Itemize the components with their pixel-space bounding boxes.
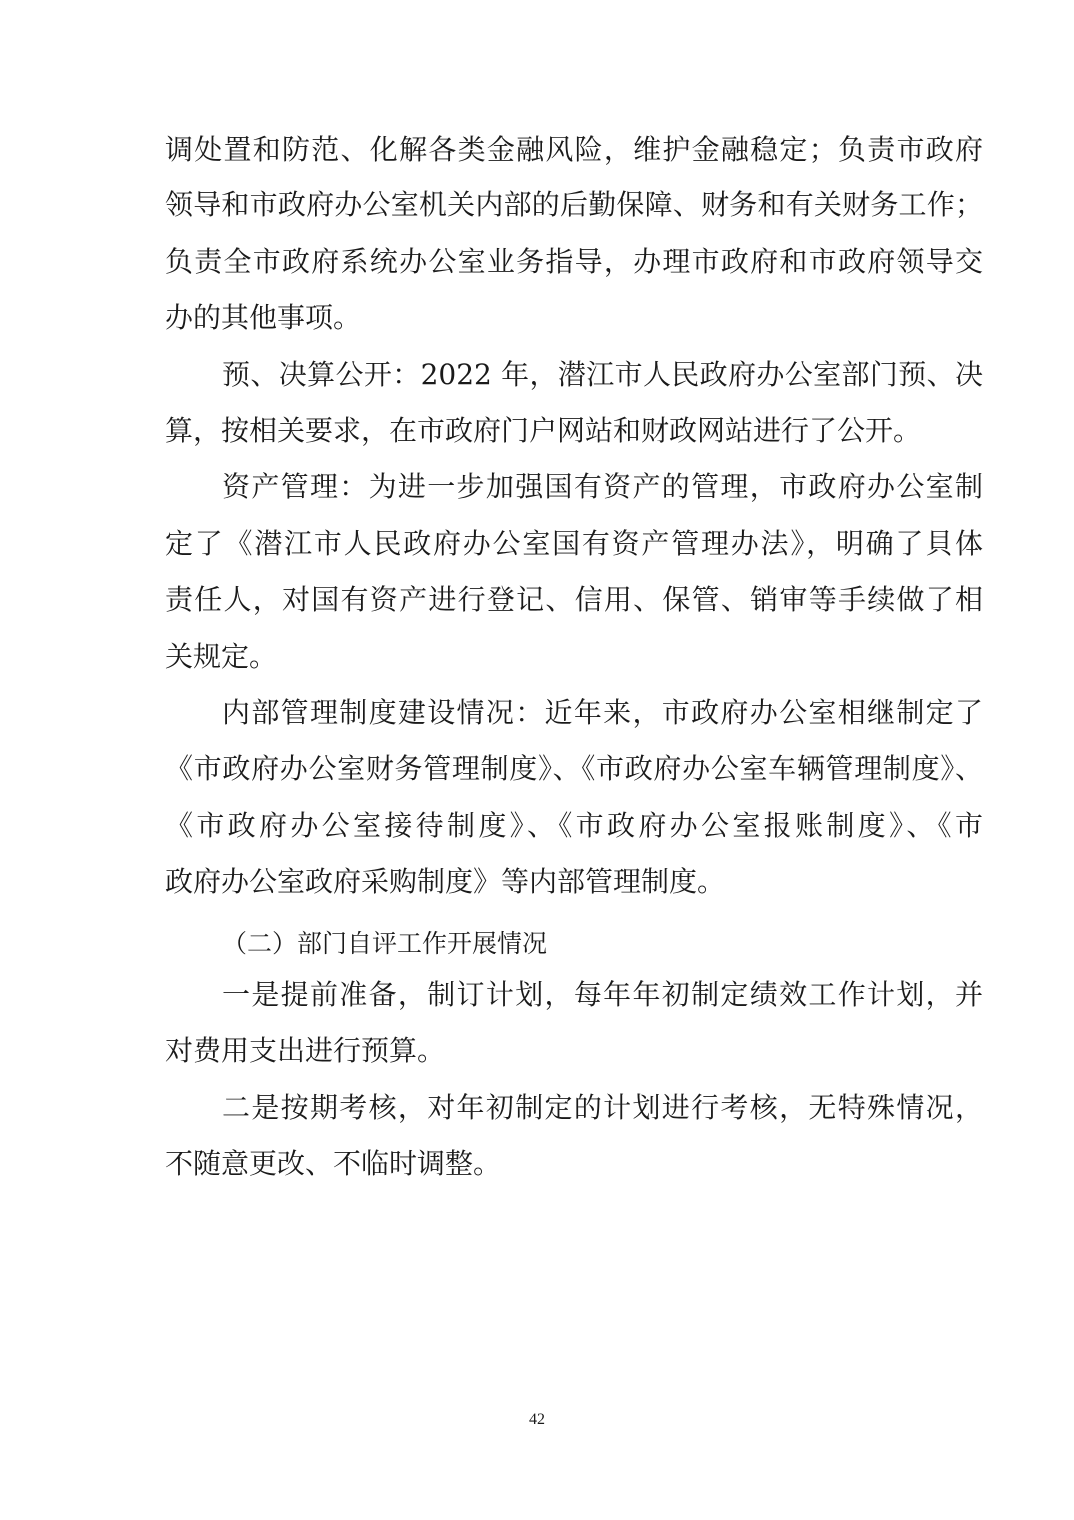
section-heading: （二）部门自评工作开展情况 (222, 929, 548, 958)
paragraph-line: 定了《潜江市人民政府办公室国有资产管理办法》，明确了貝体 (165, 527, 983, 560)
paragraph-line: 政府办公室政府采购制度》等内部管理制度。 (165, 865, 726, 898)
paragraph-line: 算，按相关要求，在市政府门户网站和财政网站进行了公开。 (165, 414, 922, 447)
paragraph-line: 调处置和防范、化解各类金融风险，维护金融稳定；负责市政府 (165, 133, 983, 166)
paragraph-line: 一是提前准备，制订计划，每年年初制定绩效工作计划，并 (222, 978, 983, 1011)
paragraph-line: 二是按期考核，对年初制定的计划进行考核，无特殊情况， (222, 1091, 983, 1124)
paragraph-line: 预、决算公开：2022 年，潜江市人民政府办公室部门预、决 (222, 358, 983, 391)
paragraph-line: 内部管理制度建设情况：近年来，市政府办公室相继制定了 (222, 696, 983, 729)
page-number: 42 (529, 1411, 545, 1428)
paragraph-line: 领导和市政府办公室机关内部的后勤保障、财务和有关财务工作； (165, 188, 983, 221)
paragraph-line: 负责全市政府系统办公室业务指导，办理市政府和市政府领导交 (165, 245, 983, 278)
paragraph-line: 关规定。 (165, 640, 278, 673)
paragraph-line: 责任人，对国有资产进行登记、信用、保管、销审等手续做了相 (165, 583, 983, 616)
paragraph-line: 对费用支出进行预算。 (165, 1034, 446, 1067)
paragraph-line: 资产管理：为进一步加强国有资产的管理，市政府办公室制 (222, 470, 983, 503)
paragraph-line: 不随意更改、不临时调整。 (165, 1147, 502, 1180)
paragraph-line: 《市政府办公室财务管理制度》、《市政府办公室车辆管理制度》、 (165, 752, 983, 785)
paragraph-line: 《市政府办公室接待制度》、《市政府办公室报账制度》、《市 (165, 809, 983, 842)
paragraph-line: 办的其他事项。 (165, 301, 362, 334)
